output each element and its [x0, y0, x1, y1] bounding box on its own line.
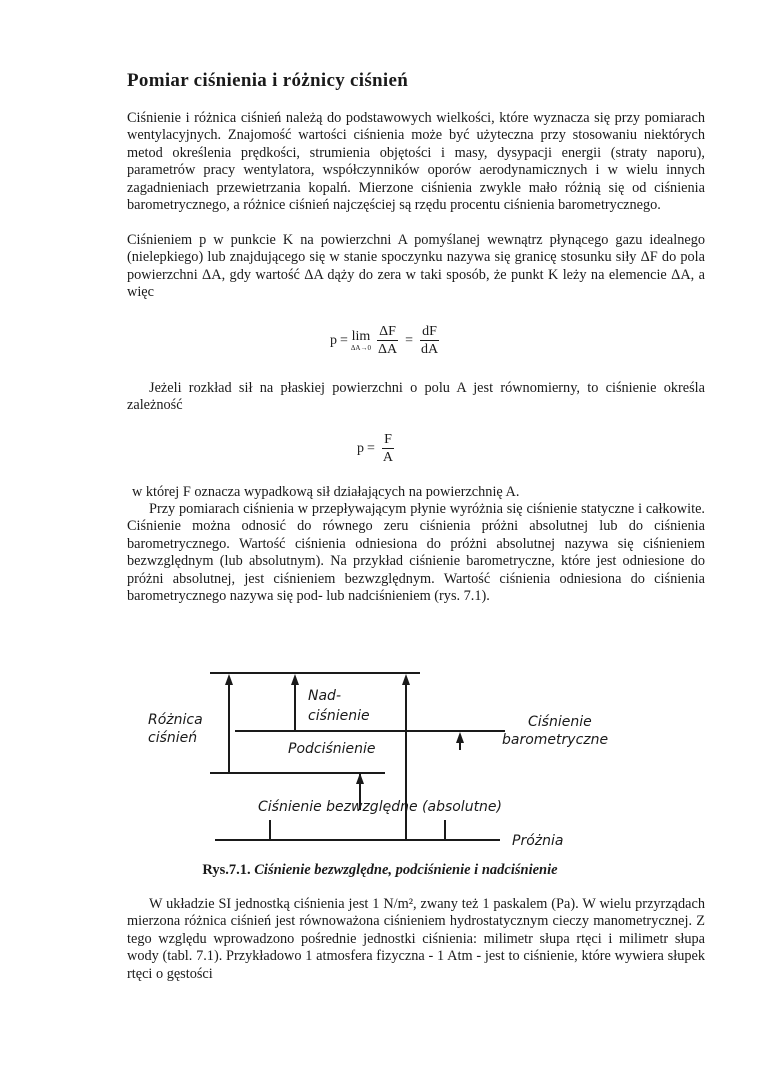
- difference-arrowhead: [225, 674, 233, 685]
- fraction-denominator: ΔA: [377, 342, 398, 357]
- paragraph-where: w której F oznacza wypadkową sił działających na powierzchnię A.: [132, 484, 520, 500]
- formula-limit: [330, 324, 443, 357]
- lim-text: lim: [351, 329, 371, 344]
- underpressure-arrowhead: [356, 773, 364, 784]
- label-baro-1: Ciśnienie: [528, 714, 592, 730]
- formula-lhs: p: [357, 440, 364, 456]
- section-title: Pomiar ciśnienia i różnicy ciśnień: [127, 70, 409, 91]
- pressure-diagram: [140, 660, 620, 860]
- fraction-denominator: A: [382, 450, 394, 465]
- paragraph-intro: Ciśnienie i różnica ciśnień należą do podstawowych wielkości, które wyznacza się przy pomiarach wentylacyjnych. Znajomość wartości ciśnienia może być użyteczna przy stosowaniu niektórych metod określenia prędkości, strumienia objętości i masy, dysypacji energii (straty naporu), parametrów pracy wentylatora, współczynników oporów aerodynamicznych i w wielu innych zagadnieniach przewietrzania kopalń. Mierzone ciśnienia zwykle mało różnią się od ciśnienia barometrycznego, a różnice ciśnień najczęściej są rzędu procentu ciśnienia barometrycznego.: [127, 110, 705, 214]
- fraction-denominator: dA: [421, 342, 439, 357]
- label-baro-2: barometryczne: [502, 732, 609, 748]
- label-cisnienie-nad: ciśnienie: [308, 708, 370, 724]
- label-cisnien: ciśnień: [148, 730, 198, 746]
- overpressure-arrowhead: [291, 674, 299, 685]
- lim-subscript: ΔA→0: [350, 344, 371, 352]
- paragraph-definition: Ciśnieniem p w punkcie K na powierzchni A pomyślanej wewnątrz płynącego gazu idealnego (nielepkiego) lub znajdującego się w stanie spoczynku nazywa się granicę stosunku siły ΔF do pola powierzchni ΔA, gdy wartość ΔA dąży do zera w taki sposób, że punkt K leży na elemencie ΔA, a więc: [127, 232, 705, 301]
- fraction-numerator: F: [384, 432, 392, 447]
- label-podcisnienie: Podciśnienie: [288, 741, 376, 757]
- formula-equals-2: =: [405, 332, 413, 348]
- label-nad: Nad-: [308, 688, 341, 704]
- label-roznica: Różnica: [148, 712, 203, 728]
- fraction-numerator: dF: [422, 324, 437, 339]
- absolute-arrowhead: [402, 674, 410, 685]
- barometric-arrowhead: [456, 732, 464, 743]
- formula-pressure: [357, 432, 398, 465]
- label-bezwzgledne: Ciśnienie bezwzględne (absolutne): [258, 799, 503, 815]
- fraction-differential: [419, 324, 440, 357]
- paragraph-units: W układzie SI jednostką ciśnienia jest 1 N/m², zwany też 1 paskalem (Pa). W wielu przyrządach mierzona różnica ciśnień jest równoważona ciśnieniem hydrostatycznym cieczy manometrycznej. Z tego względu wprowadzono pośrednie jednostki ciśnienia: milimetr słupa rtęci i milimetr słupa wody (tabl. 7.1). Przykładowo 1 atmosfera fizyczna - 1 Atm - jest to ciśnienie, które wywiera słupek rtęci o gęstości: [127, 896, 705, 982]
- formula-equals: =: [340, 332, 348, 348]
- paragraph-uniform: Jeżeli rozkład sił na płaskiej powierzchni o polu A jest równomierny, to ciśnienie określa zależność: [127, 380, 705, 414]
- fraction-delta: [376, 324, 399, 357]
- figure-caption: [0, 862, 760, 879]
- formula-equals: =: [367, 440, 375, 456]
- caption-text: Ciśnienie bezwzględne, podciśnienie i nadciśnienie: [254, 862, 558, 878]
- fraction-force-area: [381, 432, 395, 465]
- formula-lhs: p: [330, 332, 337, 348]
- formula-lim: [351, 329, 371, 352]
- paragraph-measurement: Przy pomiarach ciśnienia w przepływającym płynie wyróżnia się ciśnienie statyczne i całkowite. Ciśnienie można odnosić do równego zeru ciśnienia próżni absolutnej lub do ciśnienia barometrycznego. Wartość ciśnienia odniesiona do próżni absolutnej nazywa się ciśnieniem bezwzględnym (lub absolutnym). Na przykład ciśnienie barometryczne, które jest odniesione do próżni absolutnej, jest ciśnieniem bezwzględnym. Wartość ciśnienia odniesiona do ciśnienia barometrycznego nazywa się pod- lub nadciśnieniem (rys. 7.1).: [127, 501, 705, 605]
- label-proznia: Próżnia: [512, 833, 564, 849]
- caption-label: Rys.7.1.: [202, 862, 251, 878]
- fraction-numerator: ΔF: [379, 324, 396, 339]
